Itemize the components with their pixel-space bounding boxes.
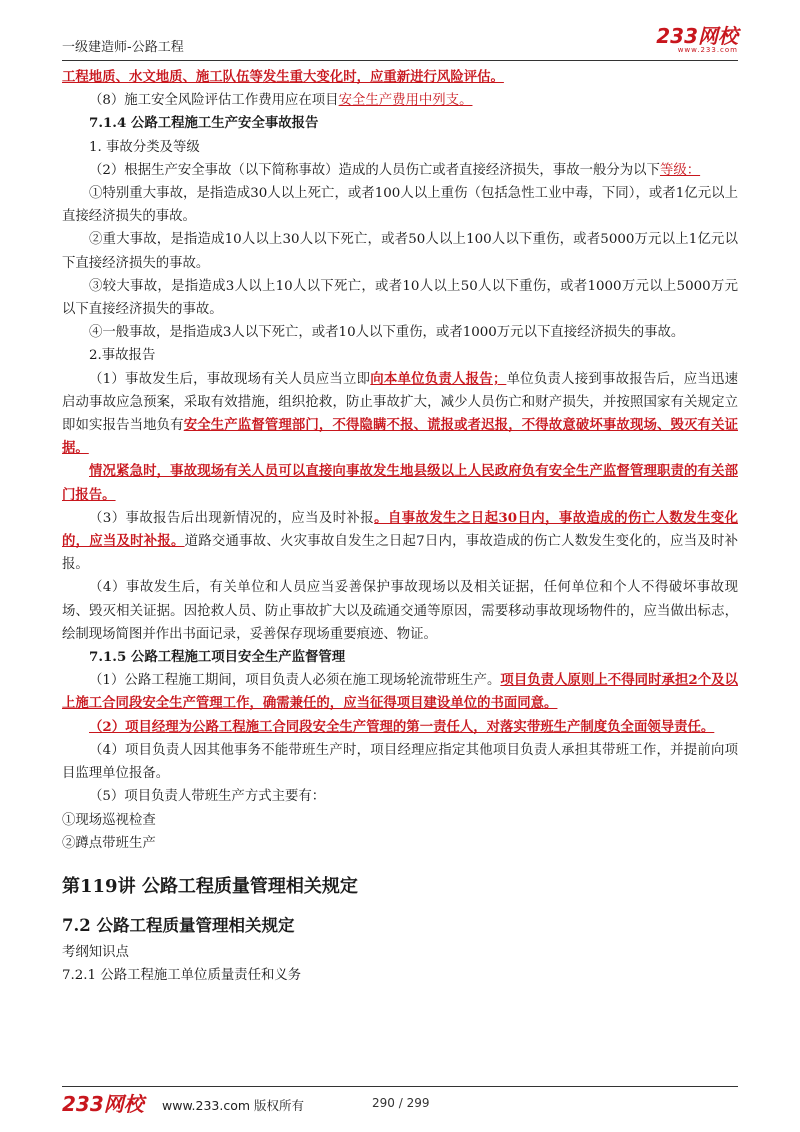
paragraph: [62, 89, 738, 112]
paragraph: ③较大事故，是指造成3人以上10人以下死亡，或者10人以上50人以下重伤，或者1000万元以上5000万元以下直接经济损失的事故。: [62, 278, 738, 318]
document-body: [62, 66, 738, 987]
paragraph: （4）事故发生后，有关单位和人员应当妥善保护事故现场以及相关证据，任何单位和个人不得破坏事故现场、毁灭相关证据。因抢救人员、防止事故扩大以及疏通交通等原因，需要移动事故现场物件的，应当做出标志，绘制现场简图并作出书面记录，妥善保存现场重要痕迹、物证。: [62, 580, 738, 642]
paragraph: [62, 669, 738, 715]
paragraph: [62, 159, 738, 182]
text: （8）施工安全风险评估工作费用应在项目: [89, 93, 339, 109]
paragraph: ①特别重大事故，是指造成30人以上死亡，或者100人以上重伤（包括急性工业中毒，下同），或者1亿元以上直接经济损失的事故。: [62, 186, 738, 225]
highlight-text: 安全生产监督管理部门，不得隐瞒不报、谎报或者迟报，不得故意破坏事故现场、毁灭有关证据。: [62, 417, 738, 457]
paragraph: ②重大事故，是指造成10人以上30人以下死亡，或者50人以上100人以下重伤，或者5000万元以上1亿元以下直接经济损失的事故。: [62, 232, 738, 271]
paragraph: [62, 368, 738, 461]
page-header: [62, 26, 738, 56]
page-footer: [62, 1092, 738, 1116]
footer-site: www.233.com 版权所有: [162, 1098, 304, 1113]
text: （2）根据生产安全事故（以下简称事故）造成的人员伤亡或者直接经济损失，事故一般分为以下: [89, 162, 660, 178]
section-heading: 7.2.1 公路工程施工单位质量责任和义务: [62, 968, 302, 984]
highlight-text: （2）项目经理为公路工程施工合同段安全生产管理的第一责任人，对落实带班生产制度负全面领导责任。: [89, 718, 715, 735]
paragraph: ④一般事故，是指造成3人以下死亡，或者10人以下重伤，或者1000万元以下直接经济损失的事故。: [89, 325, 685, 341]
lecture-title: 第119讲 公路工程质量管理相关规定: [62, 875, 358, 897]
highlight-text: 工程地质、水文地质、施工队伍等发生重大变化时，应重新进行风险评估。: [62, 69, 504, 85]
text: （3）事故报告后出现新情况的，应当及时补报: [89, 510, 375, 526]
paragraph: [62, 66, 738, 89]
sub-heading: 2.事故报告: [89, 348, 156, 364]
highlight-text: 。自事故发生之日起30日内，事故造成的伤亡人数发生变化的，应当及时补报。: [62, 509, 738, 550]
header-title: 一级建造师-公路工程: [62, 40, 184, 55]
footer-divider: [62, 1086, 738, 1087]
text: 道路交通事故、火灾事故自发生之日起7日内，事故造成的伤亡人数发生变化的，应当及时补报。: [62, 534, 738, 573]
list-item: ①现场巡视检查: [62, 812, 156, 828]
paragraph: （5）项目负责人带班生产方式主要有：: [89, 789, 326, 805]
paragraph: （4）项目负责人因其他事务不能带班生产时，项目经理应指定其他项目负责人承担其带班工作，并提前向项目监理单位报备。: [62, 742, 738, 782]
page-number: 290 / 299: [372, 1096, 430, 1110]
text: （1）事故发生后，事故现场有关人员应当立即: [89, 371, 371, 387]
sub-heading: 1. 事故分类及等级: [89, 139, 200, 155]
highlight-text: 情况紧急时，事故现场有关人员可以直接向事故发生地县级以上人民政府负有安全生产监督管理职责的有关部门报告。: [62, 463, 738, 503]
highlight-text: 安全生产费用中列支。: [338, 93, 473, 109]
logo-url: www.233.com: [677, 46, 738, 54]
paragraph: [62, 460, 738, 506]
header-divider: [62, 60, 738, 61]
highlight-text: 向本单位负责人报告；: [370, 370, 507, 387]
highlight-text: 等级：: [659, 162, 701, 178]
paragraph: [62, 716, 738, 739]
paragraph: [62, 507, 738, 577]
list-item: ②蹲点带班生产: [62, 835, 156, 851]
brand-logo: [656, 26, 738, 54]
section-heading: 7.1.5 公路工程施工项目安全生产监督管理: [89, 649, 346, 666]
section-heading: 7.1.4 公路工程施工生产安全事故报告: [89, 115, 319, 132]
footer-logo: 233网校: [62, 1092, 144, 1116]
text: （1）公路工程施工期间，项目负责人必须在施工现场轮流带班生产。: [89, 673, 501, 689]
logo-text: 233网校: [656, 24, 738, 48]
sub-heading: 考纲知识点: [62, 944, 129, 960]
text: 单位负责人接到事故报告后，应当迅速启动事故应急预案，采取有效措施，组织抢救，防止事故扩大，减少人员伤亡和财产损失，并按照国家有关规定立即如实报告当地负有: [62, 371, 739, 434]
highlight-text: 项目负责人原则上不得同时承担2个及以上施工合同段安全生产管理工作，确需兼任的，应当征得项目建设单位的书面同意。: [62, 672, 738, 712]
chapter-heading: 7.2 公路工程质量管理相关规定: [62, 915, 295, 935]
